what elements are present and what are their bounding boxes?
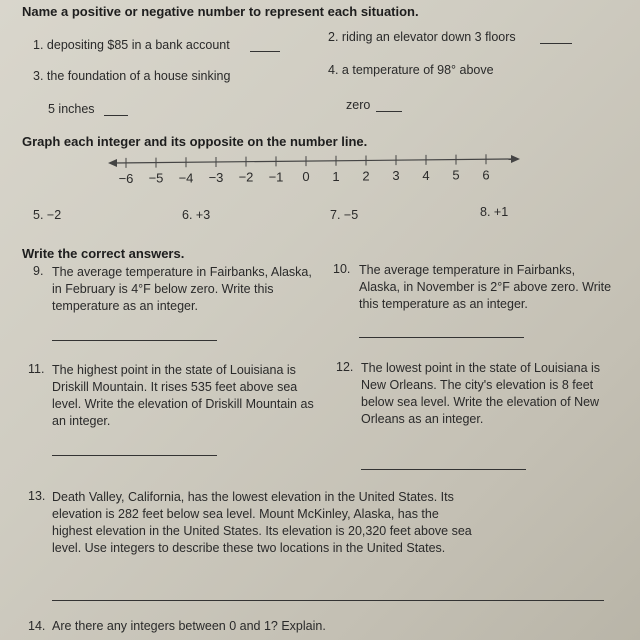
item-3-continued: 5 inches [48,102,95,116]
q13-number: 13. [28,489,46,503]
number-line-tick-label: 6 [482,167,490,183]
q10-answer-blank[interactable] [359,337,524,338]
item-5-number: 5. [33,208,44,222]
number-line-tick-label: 1 [332,168,340,184]
number-line-tick-label: −5 [148,170,164,186]
number-line[interactable] [108,153,520,193]
number-line-axis [114,159,512,163]
item-5 [33,208,61,222]
number-line-tick-label: −4 [178,170,194,186]
item-6-text: +3 [195,208,211,222]
section-2-heading: Graph each integer and its opposite on the number line. [22,134,368,149]
item-4-number: 4. [328,63,339,77]
item-7 [330,208,358,222]
q9-text: The average temperature in Fairbanks, Alaska, in February is 4°F below zero. Write this temperature as an integer. [52,265,312,313]
section-1-heading: Name a positive or negative number to represent each situation. [22,4,419,19]
item-6 [182,208,210,222]
q10-number: 10. [333,262,351,276]
q12-number: 12. [336,360,354,374]
number-line-tick-label: −3 [208,169,224,185]
item-7-text: −5 [343,208,359,222]
q11-number: 11. [28,362,45,376]
q9-number: 9. [33,264,44,278]
q14-number: 14. [28,619,46,633]
q11-text: The highest point in the state of Louisiana is Driskill Mountain. It rises 535 feet above sea level. Write the elevation of Driskill Mountain as an integer. [52,363,314,428]
item-2-number: 2. [328,30,339,44]
q13-text: Death Valley, California, has the lowest elevation in the United States. Its elevation is 282 feet below sea level. Mount McKinley, Alaska, has the highest elevation in the United States. Its elevation is 20,320 feet above sea level. Use integers to describe these two locations in the United States. [52,490,472,555]
q12-answer-blank[interactable] [361,469,526,470]
item-2-answer-blank[interactable] [540,43,572,44]
item-4-text: a temperature of 98° above [341,63,494,77]
number-line-left-arrow [108,159,117,167]
q12-text: The lowest point in the state of Louisiana is New Orleans. The city's elevation is 8 feet below sea level. Write the elevation of New Orleans as an integer. [361,361,601,426]
item-8-number: 8. [480,205,491,219]
number-line-tick-label: 2 [362,168,370,184]
item-3-answer-blank[interactable] [104,115,128,116]
number-line-tick-label: 4 [422,167,430,183]
q14-text: Are there any integers between 0 and 1? Explain. [52,619,326,633]
item-1-number: 1. [33,38,44,52]
item-4-answer-blank[interactable] [376,111,402,112]
item-1 [33,38,230,52]
q9-answer-blank[interactable] [52,340,217,341]
item-3-number: 3. [33,69,44,83]
item-8 [480,205,508,219]
item-2-text: riding an elevator down 3 floors [341,30,516,44]
item-7-number: 7. [330,208,341,222]
number-line-tick-label: −2 [238,169,254,185]
item-1-text: depositing $85 in a bank account [46,38,230,52]
item-3-text: the foundation of a house sinking [46,69,231,83]
number-line-labels [119,167,490,186]
q11-answer-blank[interactable] [52,455,217,456]
number-line-tick-label: 3 [392,168,400,184]
item-1-answer-blank[interactable] [250,51,280,52]
number-line-tick-label: −1 [268,169,284,185]
number-line-tick-label: −6 [118,170,134,186]
number-line-right-arrow [511,155,520,163]
q13-answer-blank[interactable] [52,600,604,601]
number-line-tick-label: 0 [302,169,310,185]
item-4 [328,63,494,77]
item-8-text: +1 [493,205,509,219]
section-3-heading: Write the correct answers. [22,246,185,261]
q10-text: The average temperature in Fairbanks, Alaska, in November is 2°F above zero. Write this temperature as an integer. [359,263,612,311]
item-2 [328,30,516,44]
item-4-continued: zero [346,98,371,112]
number-line-ticks [126,154,486,168]
number-line-tick-label: 5 [452,167,460,183]
item-5-text: −2 [46,208,62,222]
item-6-number: 6. [182,208,193,222]
item-3 [33,69,230,83]
